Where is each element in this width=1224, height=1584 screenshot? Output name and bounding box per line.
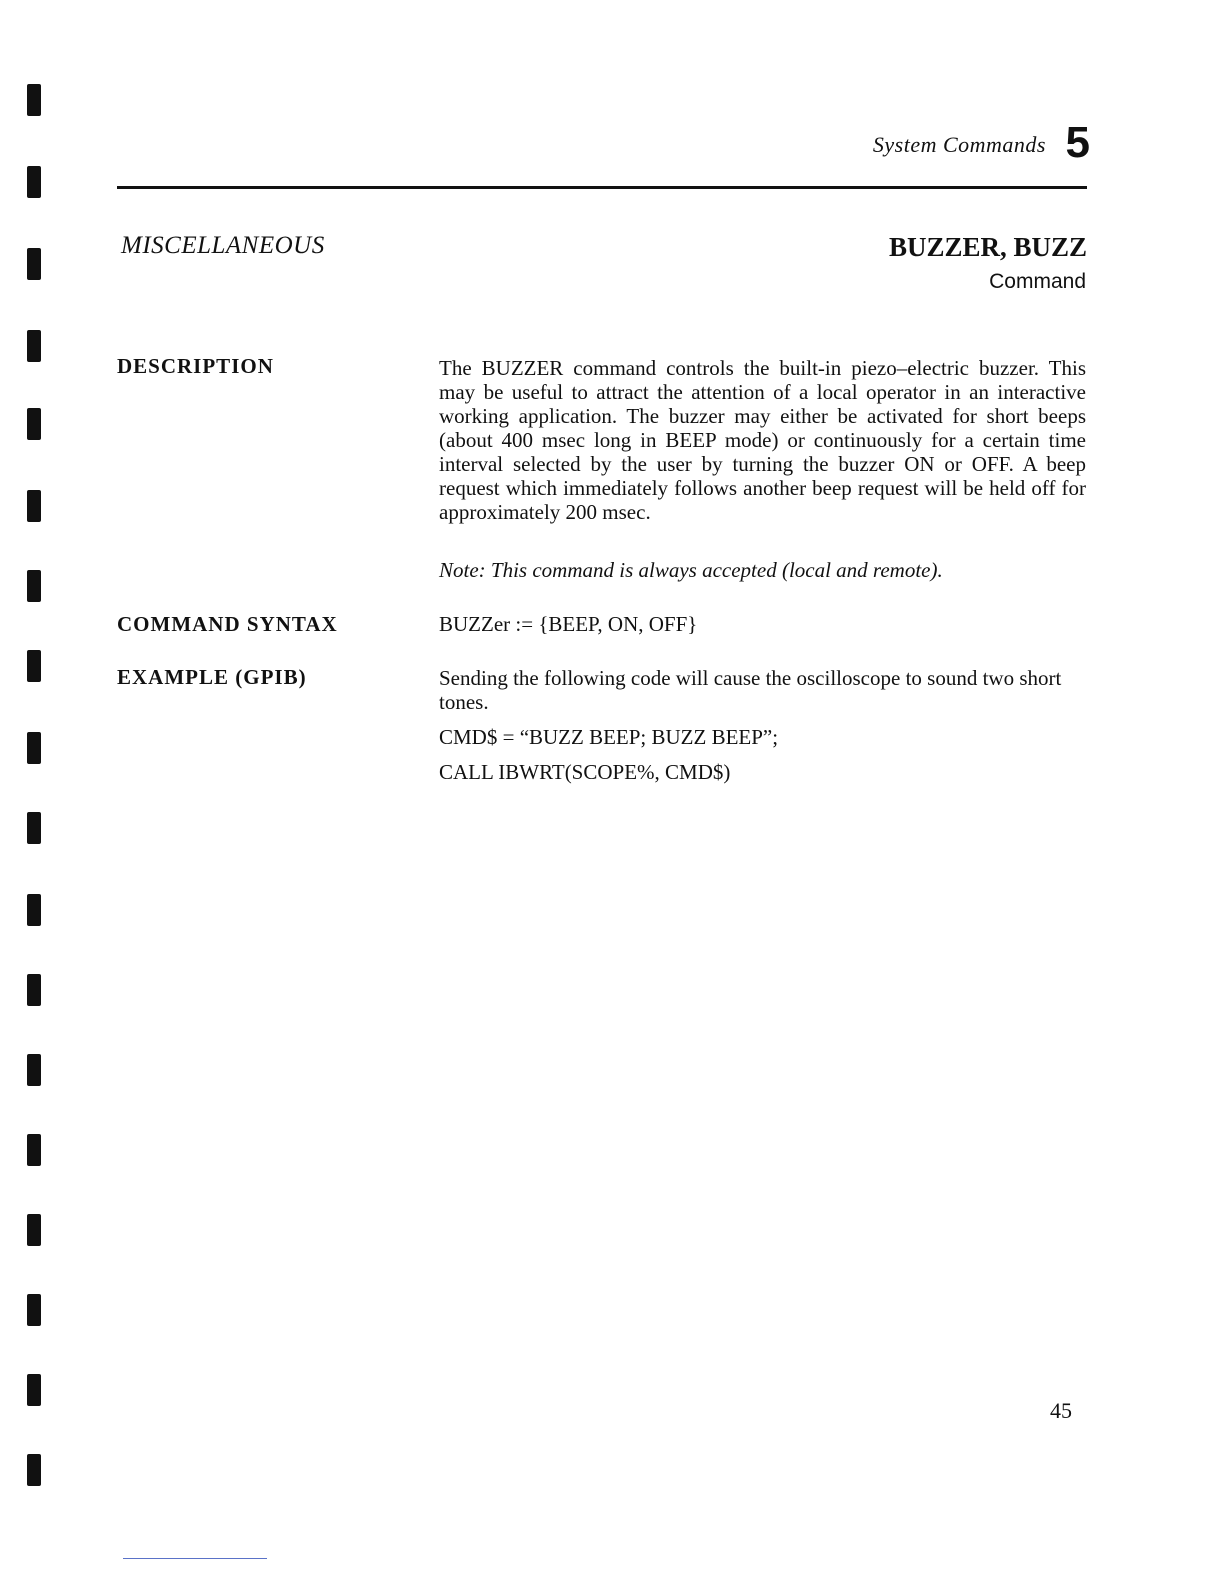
- binder-mark: [27, 894, 41, 926]
- binder-mark: [27, 650, 41, 682]
- footer-rule: [123, 1558, 267, 1559]
- syntax-label: COMMAND SYNTAX: [117, 612, 338, 636]
- binder-mark: [27, 330, 41, 362]
- header-rule: [117, 186, 1087, 189]
- binder-mark: [27, 732, 41, 764]
- page-number: 45: [1050, 1398, 1072, 1423]
- syntax-text: BUZZer := {BEEP, ON, OFF}: [439, 612, 698, 636]
- chapter-number: 5: [1065, 118, 1090, 167]
- section-category: MISCELLANEOUS: [121, 232, 325, 259]
- command-type: Command: [989, 270, 1086, 293]
- description-note: Note: This command is always accepted (local and remote).: [439, 558, 943, 582]
- binder-mark: [27, 248, 41, 280]
- running-header-title: System Commands: [872, 132, 1046, 157]
- binder-mark: [27, 1214, 41, 1246]
- binder-mark: [27, 812, 41, 844]
- binder-mark: [27, 1294, 41, 1326]
- command-title: BUZZER, BUZZ: [888, 232, 1087, 262]
- example-intro: Sending the following code will cause the oscilloscope to sound two short tones.: [439, 666, 1062, 714]
- binder-mark: [27, 570, 41, 602]
- binder-mark: [27, 1054, 41, 1086]
- binder-mark: [27, 166, 41, 198]
- example-code-line-2: CALL IBWRT(SCOPE%, CMD$): [439, 760, 731, 784]
- binder-mark: [27, 408, 41, 440]
- description-label: DESCRIPTION: [117, 354, 274, 378]
- description-body: The BUZZER command controls the built-in piezo–electric buzzer. This may be useful to attract the attention of a local operator in an interactive working application. The buzzer may either be activated for short beeps (about 400 msec long in BEEP mode) or continuously for a certain time interval selected by the user by turning the buzzer ON or OFF. A beep request which immediately follows another beep request will be held off for approximately 200 msec.: [439, 356, 1086, 524]
- binder-mark: [27, 1454, 41, 1486]
- binder-mark: [27, 84, 41, 116]
- binder-mark: [27, 1134, 41, 1166]
- binder-mark: [27, 1374, 41, 1406]
- example-label: EXAMPLE (GPIB): [117, 665, 307, 689]
- binder-mark: [27, 974, 41, 1006]
- binder-mark: [27, 490, 41, 522]
- example-code-line-1: CMD$ = “BUZZ BEEP; BUZZ BEEP”;: [439, 725, 779, 749]
